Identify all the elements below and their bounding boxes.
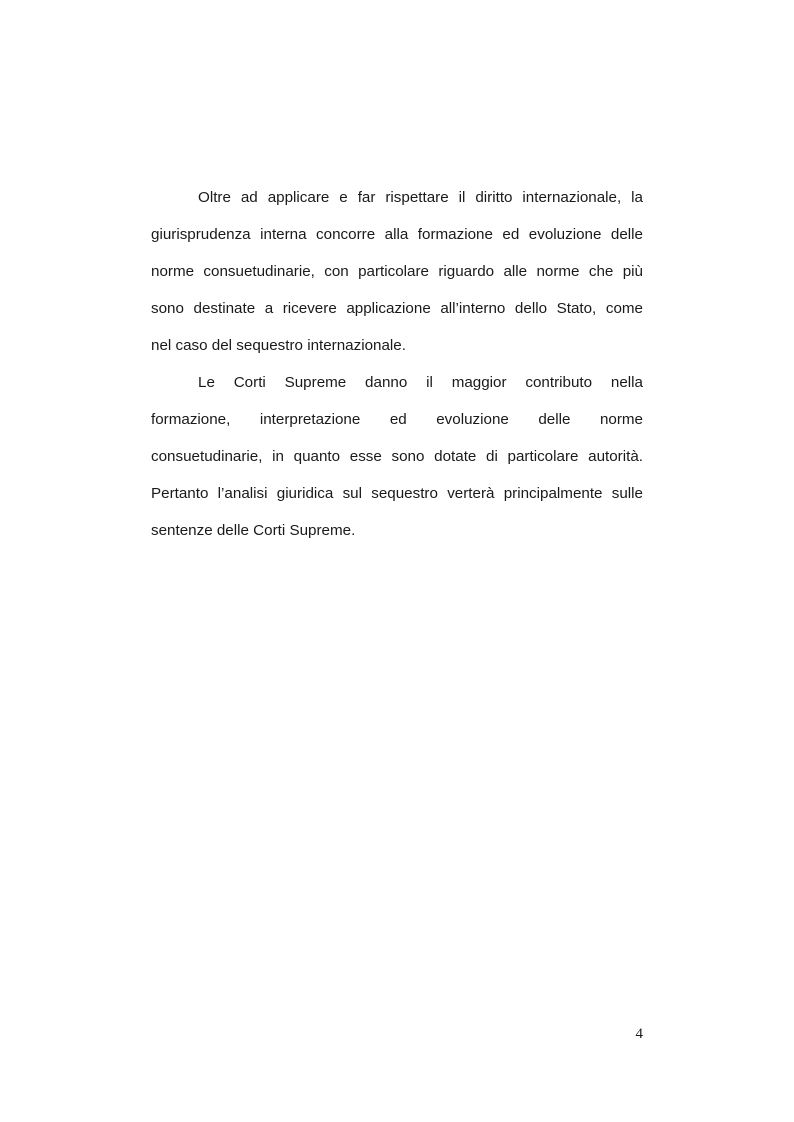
page-number: 4 <box>635 1026 643 1042</box>
paragraph-2 <box>151 364 643 549</box>
paragraph-line: Le Corti Supreme danno il maggior contributo nella <box>198 374 643 391</box>
paragraph-line: nel caso del sequestro internazionale. <box>151 337 406 354</box>
paragraph-line: giurisprudenza interna concorre alla formazione ed evoluzione delle <box>151 226 643 243</box>
paragraph-line: Pertanto l’analisi giuridica sul sequestro verterà principalmente sulle <box>151 485 643 502</box>
paragraph-line: formazione, interpretazione ed evoluzione delle norme <box>151 411 643 428</box>
paragraph-1 <box>151 179 643 364</box>
paragraph-line: sono destinate a ricevere applicazione all’interno dello Stato, come <box>151 300 643 317</box>
body-text <box>151 179 643 549</box>
paragraph-line: norme consuetudinarie, con particolare riguardo alle norme che più <box>151 263 643 280</box>
paragraph-line: sentenze delle Corti Supreme. <box>151 522 356 539</box>
paragraph-line: Oltre ad applicare e far rispettare il diritto internazionale, la <box>198 189 643 206</box>
paragraph-line: consuetudinarie, in quanto esse sono dotate di particolare autorità. <box>151 448 643 465</box>
